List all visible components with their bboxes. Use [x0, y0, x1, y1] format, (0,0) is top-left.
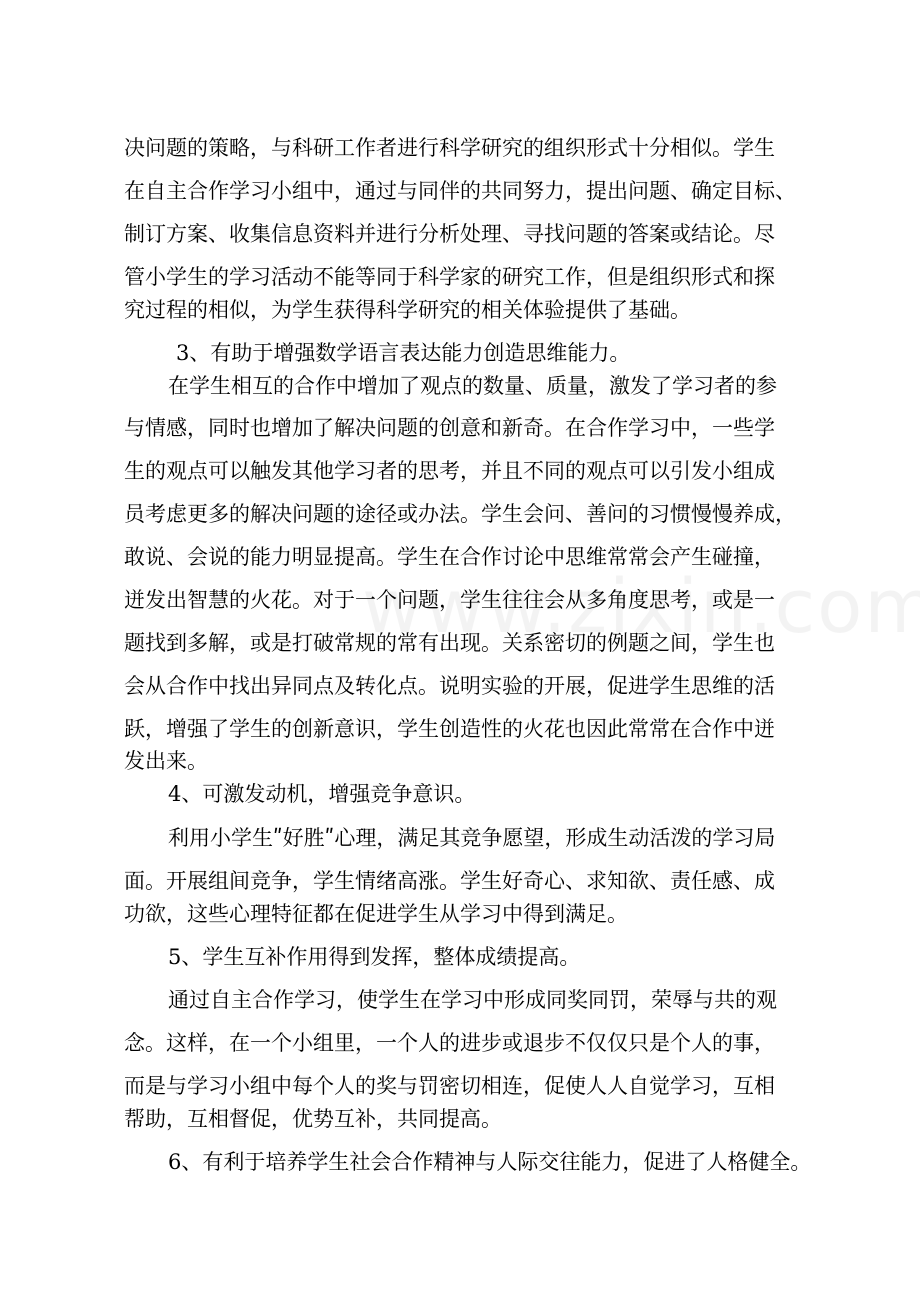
text-line: 功欲，这些心理特征都在促进学生从学习中得到满足。: [124, 902, 628, 926]
text-line: 而是与学习小组中每个人的奖与罚密切相连，促使人人自觉学习，互相: [124, 1074, 775, 1098]
text-line: 发出来。: [124, 749, 208, 773]
text-line: 面。开展组间竞争，学生情绪高涨。学生好奇心、求知欲、责任感、成: [124, 869, 775, 893]
text-line: 在自主合作学习小组中，通过与同伴的共同努力，提出问题、确定目标、: [124, 179, 796, 203]
paragraph-first-line: 在学生相互的合作中增加了观点的数量、质量，激发了学习者的参: [168, 374, 777, 398]
text-line: 与情感，同时也增加了解决问题的创意和新奇。在合作学习中，一些学: [124, 416, 775, 440]
text-line: 员考虑更多的解决问题的途径或办法。学生会问、善问的习惯慢慢养成，: [124, 502, 796, 526]
text-line: 题找到多解，或是打破常规的常有出现。关系密切的例题之间，学生也: [124, 631, 775, 655]
text-line: 帮助，互相督促，优势互补，共同提高。: [124, 1107, 502, 1131]
text-line: 究过程的相似，为学生获得科学研究的相关体验提供了基础。: [124, 298, 691, 322]
text-line: 迸发出智慧的火花。对于一个问题，学生往往会从多角度思考，或是一: [124, 588, 775, 612]
section-heading-4: 4、可激发动机，增强竞争意识。: [168, 782, 476, 806]
text-line: 跃，增强了学生的创新意识，学生创造性的火花也因此常常在合作中迸: [124, 717, 775, 741]
text-line: 会从合作中找出异同点及转化点。说明实验的开展，促进学生思维的活: [124, 674, 775, 698]
text-line: 管小学生的学习活动不能等同于科学家的研究工作，但是组织形式和探: [124, 265, 775, 289]
paragraph-first-line: 通过自主合作学习，使学生在学习中形成同奖同罚，荣辱与共的观: [168, 988, 777, 1012]
section-heading-5: 5、学生互补作用得到发挥，整体成绩提高。: [168, 945, 581, 969]
section-heading-3: 3、有助于增强数学语言表达能力创造思维能力。: [176, 341, 631, 365]
paragraph-first-line: 利用小学生ʺ好胜ʺ心理，满足其竞争愿望，形成生动活泼的学习局: [168, 826, 776, 850]
text-line: 生的观点可以触发其他学习者的思考，并且不同的观点可以引发小组成: [124, 459, 775, 483]
text-line: 决问题的策略，与科研工作者进行科学研究的组织形式十分相似。学生: [124, 136, 775, 160]
text-line: 制订方案、收集信息资料并进行分析处理、寻找问题的答案或结论。尽: [124, 222, 775, 246]
section-heading-6: 6、有利于培养学生社会合作精神与人际交往能力，促进了人格健全。: [168, 1150, 812, 1174]
text-line: 念。这样，在一个小组里，一个人的进步或退步不仅仅只是个人的事，: [124, 1031, 775, 1055]
text-line: 敢说、会说的能力明显提高。学生在合作讨论中思维常常会产生碰撞，: [124, 545, 775, 569]
